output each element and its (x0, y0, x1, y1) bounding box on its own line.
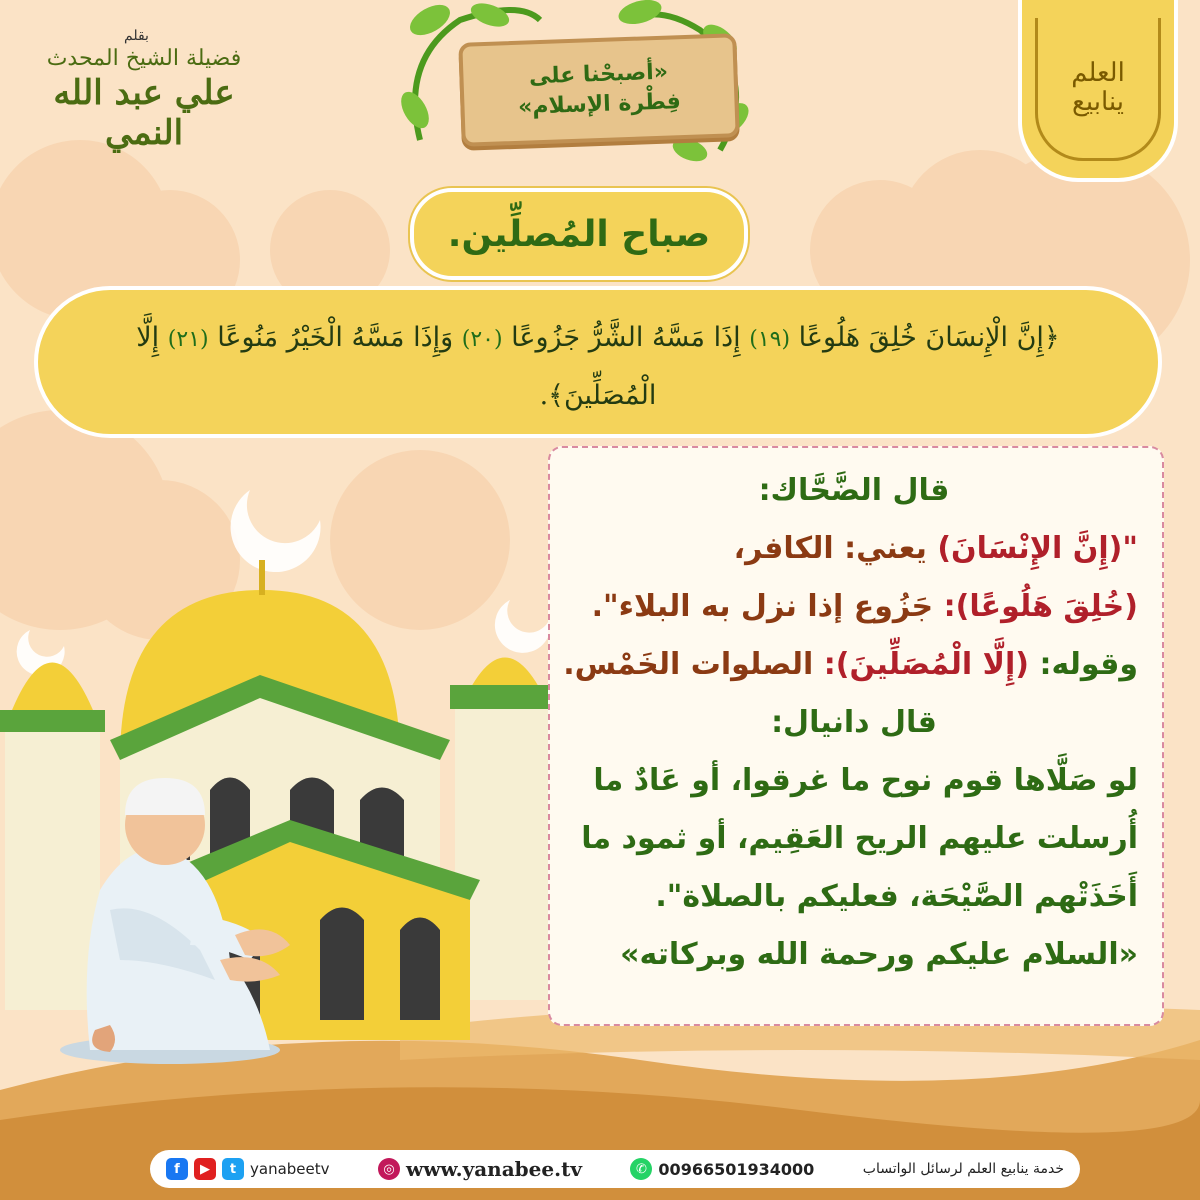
series-line1: «أصبحْنا على (528, 59, 669, 90)
meaning-kafir: يعني: الكافر، (733, 531, 938, 566)
brand-logo-mark (1035, 18, 1161, 161)
author-title: فضيلة الشيخ المحدث (46, 46, 242, 71)
website-url[interactable]: www.yanabee.tv (406, 1157, 582, 1181)
footer-bar (150, 1150, 1080, 1188)
facebook-icon[interactable]: f (166, 1158, 188, 1180)
social-links (166, 1158, 330, 1180)
author-name: علي عبد الله النمي (53, 73, 235, 153)
verse-part2: إِذَا مَسَّهُ الشَّرُّ جَزُوعًا (511, 322, 741, 353)
quran-verse (34, 286, 1162, 438)
logo-line1: العلم (1071, 57, 1125, 88)
twitter-icon[interactable]: t (222, 1158, 244, 1180)
speaker-daniel: قال دانيال: (771, 705, 937, 740)
daniel-line-3: أَخَذَتْهم الصَّيْحَة، فعليكم بالصلاة". (655, 879, 1138, 914)
logo-line2: ينابيع (1072, 86, 1124, 117)
whatsapp-contact[interactable] (630, 1158, 814, 1180)
commentary-card (548, 446, 1164, 1026)
page-title (410, 188, 748, 280)
quote-musallin: (إِلَّا الْمُصَلِّينَ): (823, 647, 1029, 682)
youtube-icon[interactable]: ▶ (194, 1158, 216, 1180)
meaning-salawat: الصلوات الخَمْس. (563, 647, 824, 682)
daniel-line-1: لو صَلَّاها قوم نوح ما غرقوا، أو عَادٌ ما (593, 763, 1138, 798)
mosque-illustration (0, 440, 560, 1070)
closing-greeting: «السلام عليكم ورحمة الله وبركاته» (620, 937, 1138, 972)
series-sign (458, 33, 739, 147)
whatsapp-service-label: خدمة ينابيع العلم لرسائل الواتساب (862, 1161, 1064, 1177)
website-link[interactable] (378, 1157, 582, 1181)
whatsapp-icon: ✆ (630, 1158, 652, 1180)
brand-logo (1018, 0, 1178, 182)
ayah-number-19: (١٩) (749, 327, 791, 352)
globe-icon: ◎ (378, 1158, 400, 1180)
verse-part3: وَإِذَا مَسَّهُ الْخَيْرُ مَنُوعًا (217, 322, 454, 353)
daniel-line-2: أُرسلت عليهم الريح العَقِيم، أو ثمود ما (581, 821, 1138, 856)
author-signature (14, 28, 274, 153)
series-line2: فِطْرة الإسلام» (517, 89, 682, 120)
commentary-line-3 (563, 636, 1138, 694)
commentary-line-2 (570, 578, 1138, 636)
verse-part1: ﴿إِنَّ الْإِنسَانَ خُلِقَ هَلُوعًا (798, 322, 1060, 353)
speaker-dahhak: قال الضَّحَّاك: (758, 473, 950, 508)
ayah-number-21: (٢١) (167, 327, 209, 352)
whatsapp-number[interactable]: 00966501934000 (658, 1159, 815, 1179)
author-by-label: بقلم (124, 28, 149, 44)
quote-insan: "(إِنَّ الإِنْسَانَ) (937, 531, 1138, 566)
verse-part4: إِلَّا الْمُصَلِّينَ﴾. (136, 322, 657, 411)
commentary-line-1 (570, 520, 1138, 578)
page-title-text: صباح المُصلِّين. (447, 213, 711, 255)
qawluhu-label: وقوله: (1029, 647, 1138, 682)
ayah-number-20: (٢٠) (461, 327, 503, 352)
quote-haluua: (خُلِقَ هَلُوعًا): (943, 589, 1138, 624)
social-handle[interactable]: yanabeetv (250, 1160, 330, 1178)
meaning-jazoo: جَزُوع إذا نزل به البلاء". (591, 589, 944, 624)
